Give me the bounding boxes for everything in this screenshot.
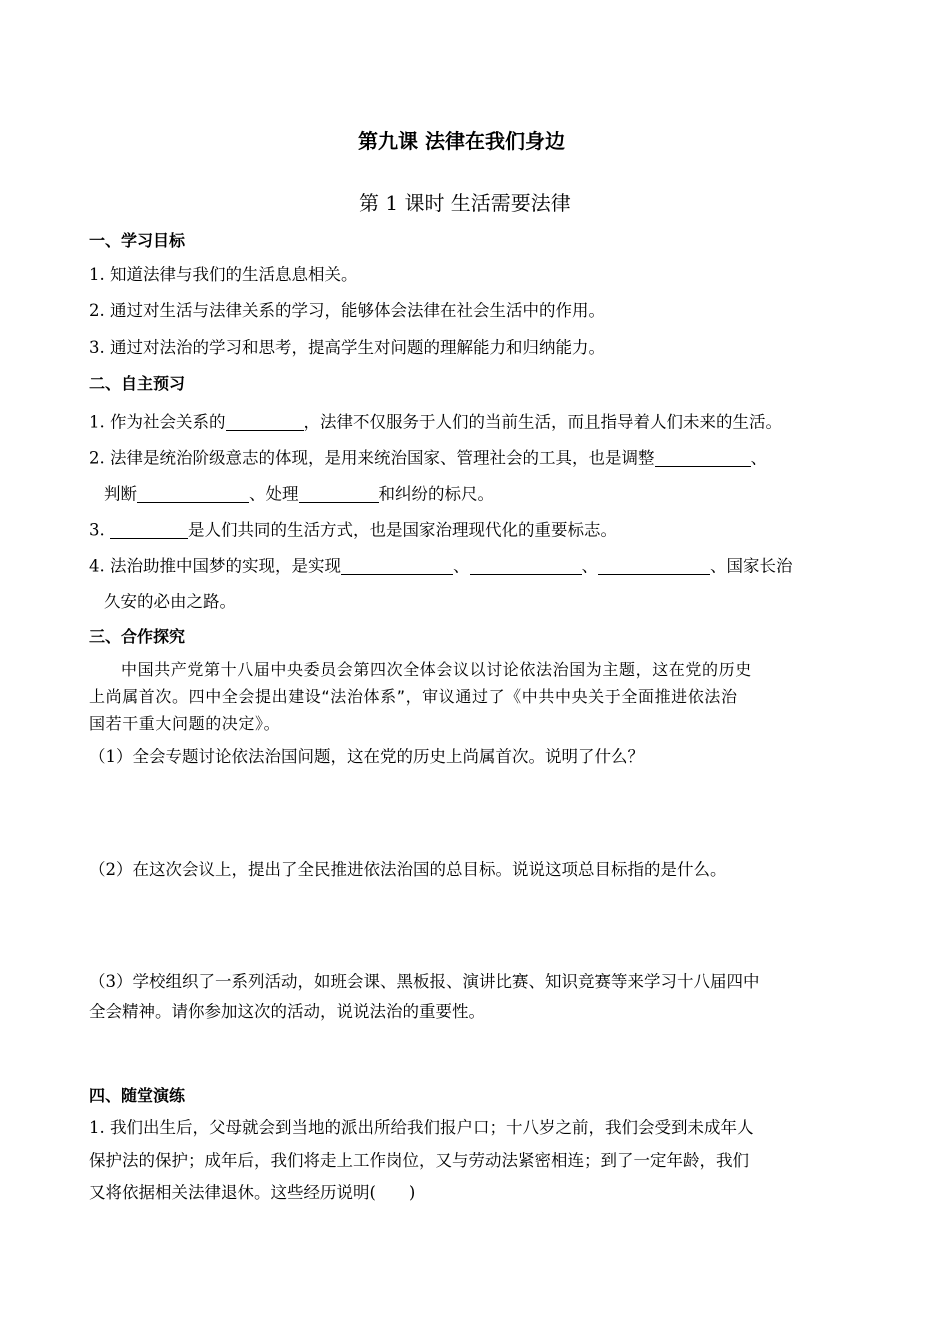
question-text: 是人们共同的生活方式，也是国家治理现代化的重要标志。 bbox=[188, 520, 617, 540]
practice-question-line: 保护法的保护；成年后，我们将走上工作岗位，又与劳动法紧密相连；到了一定年龄，我们 bbox=[89, 1151, 749, 1170]
objective-item: 3. 通过对法治的学习和思考，提高学生对问题的理解能力和归纳能力。 bbox=[89, 338, 605, 357]
discussion-question-3-cont: 全会精神。请你参加这次的活动，说说法治的重要性。 bbox=[89, 1002, 485, 1021]
section-heading-objectives: 一、学习目标 bbox=[89, 231, 186, 250]
question-text: 、国家长治 bbox=[710, 556, 793, 576]
objective-item: 2. 通过对生活与法律关系的学习，能够体会法律在社会生活中的作用。 bbox=[89, 301, 605, 320]
preview-question-3 bbox=[89, 520, 617, 539]
question-text: 4. 法治助推中国梦的实现，是实现 bbox=[89, 556, 341, 576]
question-text: 、 bbox=[581, 556, 598, 576]
question-text: 和纠纷的标尺。 bbox=[378, 484, 494, 504]
question-text: 2. 法律是统治阶级意志的体现，是用来统治国家、管理社会的工具，也是调整 bbox=[89, 448, 655, 468]
answer-blank[interactable] bbox=[655, 448, 751, 467]
preview-question-4-cont: 久安的必由之路。 bbox=[104, 592, 236, 611]
preview-question-2 bbox=[89, 448, 767, 467]
section-heading-practice: 四、随堂演练 bbox=[89, 1086, 186, 1105]
question-text: 、 bbox=[453, 556, 470, 576]
question-text: 、处理 bbox=[249, 484, 299, 504]
section-heading-cooperation: 三、合作探究 bbox=[89, 627, 186, 646]
material-paragraph-line: 上尚属首次。四中全会提出建设“法治体系”，审议通过了《中共中央关于全面推进依法治 bbox=[89, 687, 738, 706]
lesson-subtitle: 第 1 课时 生活需要法律 bbox=[359, 191, 571, 215]
answer-blank[interactable] bbox=[110, 520, 188, 539]
practice-question-line: 又将依据相关法律退休。这些经历说明( ) bbox=[89, 1183, 416, 1202]
answer-blank[interactable] bbox=[470, 556, 582, 575]
answer-blank[interactable] bbox=[598, 556, 710, 575]
answer-blank[interactable] bbox=[341, 556, 453, 575]
answer-blank[interactable] bbox=[137, 484, 249, 503]
preview-question-2-cont bbox=[104, 484, 494, 503]
practice-question-line: 1. 我们出生后，父母就会到当地的派出所给我们报户口；十八岁之前，我们会受到未成年人 bbox=[89, 1118, 754, 1137]
material-paragraph-line: 中国共产党第十八届中央委员会第四次全体会议以讨论依法治国为主题，这在党的历史 bbox=[121, 660, 752, 679]
answer-blank[interactable] bbox=[226, 412, 304, 431]
answer-blank[interactable] bbox=[299, 484, 379, 503]
question-text: 、 bbox=[750, 448, 767, 468]
lesson-title: 第九课 法律在我们身边 bbox=[358, 129, 565, 153]
preview-question-4 bbox=[89, 556, 793, 575]
discussion-question-3: （3）学校组织了一系列活动，如班会课、黑板报、演讲比赛、知识竞赛等来学习十八届四中 bbox=[89, 972, 760, 991]
discussion-question-2: （2）在这次会议上，提出了全民推进依法治国的总目标。说说这项总目标指的是什么。 bbox=[89, 860, 727, 879]
section-heading-preview: 二、自主预习 bbox=[89, 374, 186, 393]
preview-question-1 bbox=[89, 412, 782, 431]
question-text: 判断 bbox=[104, 484, 137, 504]
material-paragraph-line: 国若干重大问题的决定》。 bbox=[89, 714, 281, 733]
discussion-question-1: （1）全会专题讨论依法治国问题，这在党的历史上尚属首次。说明了什么？ bbox=[89, 747, 644, 766]
question-text: ，法律不仅服务于人们的当前生活，而且指导着人们未来的生活。 bbox=[303, 412, 782, 432]
objective-item: 1. 知道法律与我们的生活息息相关。 bbox=[89, 265, 358, 284]
question-text: 3. bbox=[89, 520, 110, 540]
question-text: 1. 作为社会关系的 bbox=[89, 412, 226, 432]
